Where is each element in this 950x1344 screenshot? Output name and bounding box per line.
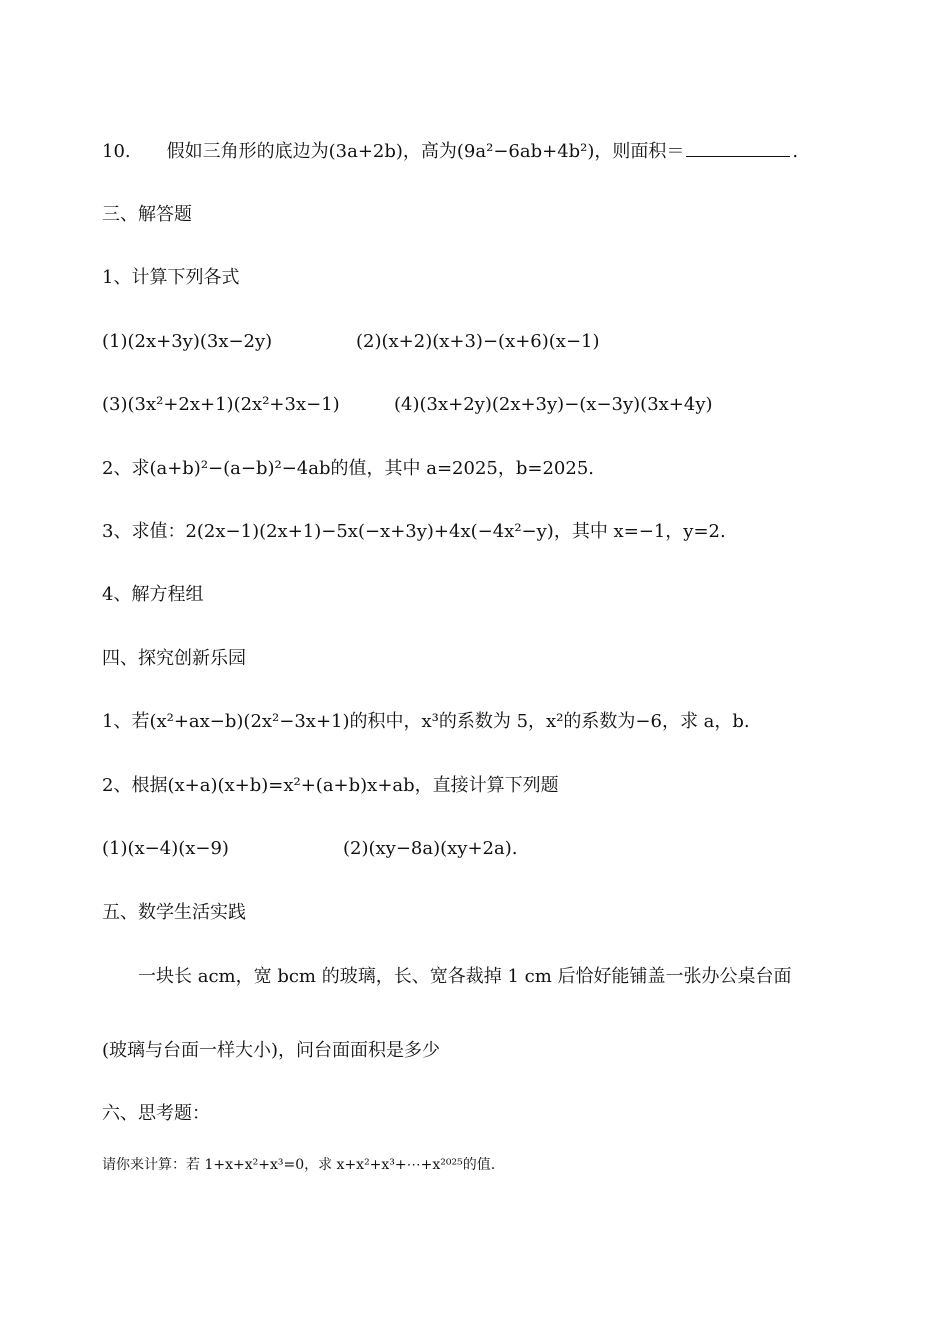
section-3-q1: 1、计算下列各式: [102, 267, 240, 288]
answer-blank: [686, 138, 790, 157]
section-3-q4: 4、解方程组: [102, 584, 204, 605]
question-10-text: 10. 假如三角形的底边为(3a+2b)，高为(9a²−6ab+4b²)，则面积＝: [102, 141, 685, 162]
section-4-q2-2: (2)(xy−8a)(xy+2a).: [343, 838, 518, 859]
question-10: [102, 138, 798, 165]
section-3-q1-4: (4)(3x+2y)(2x+3y)−(x−3y)(3x+4y): [394, 394, 713, 415]
section-4-heading: 四、探究创新乐园: [102, 648, 246, 669]
section-4-q2: 2、根据(x+a)(x+b)=x²+(a+b)x+ab，直接计算下列题: [102, 775, 559, 796]
section-3-q3: 3、求值：2(2x−1)(2x+1)−5x(−x+3y)+4x(−4x²−y)，其中 x=−1，y=2.: [102, 521, 726, 542]
section-6-heading: 六、思考题：: [102, 1103, 210, 1124]
section-3-q1-2: (2)(x+2)(x+3)−(x+6)(x−1): [356, 331, 600, 352]
section-3-q1-1: (1)(2x+3y)(3x−2y): [102, 331, 273, 352]
section-3-q1-3: (3)(3x²+2x+1)(2x²+3x−1): [102, 394, 340, 415]
section-3-heading: 三、解答题: [102, 204, 192, 225]
section-5-paragraph-line-1: 一块长 acm，宽 bcm 的玻璃，长、宽各裁掉 1 cm 后恰好能铺盖一张办公桌台面: [138, 966, 792, 987]
section-5-paragraph-line-2: (玻璃与台面一样大小)，问台面面积是多少: [102, 1040, 441, 1061]
question-10-end: .: [792, 141, 799, 162]
section-5-heading: 五、数学生活实践: [102, 902, 246, 923]
section-4-q2-1: (1)(x−4)(x−9): [102, 838, 229, 859]
section-4-q1: 1、若(x²+ax−b)(2x²−3x+1)的积中，x³的系数为 5，x²的系数为−6，求 a，b.: [102, 711, 750, 732]
section-6-question: 请你来计算：若 1+x+x²+x³=0，求 x+x²+x³+⋯+x²⁰²⁵的值.: [102, 1157, 496, 1173]
section-3-q2: 2、求(a+b)²−(a−b)²−4ab的值，其中 a=2025，b=2025.: [102, 458, 594, 479]
